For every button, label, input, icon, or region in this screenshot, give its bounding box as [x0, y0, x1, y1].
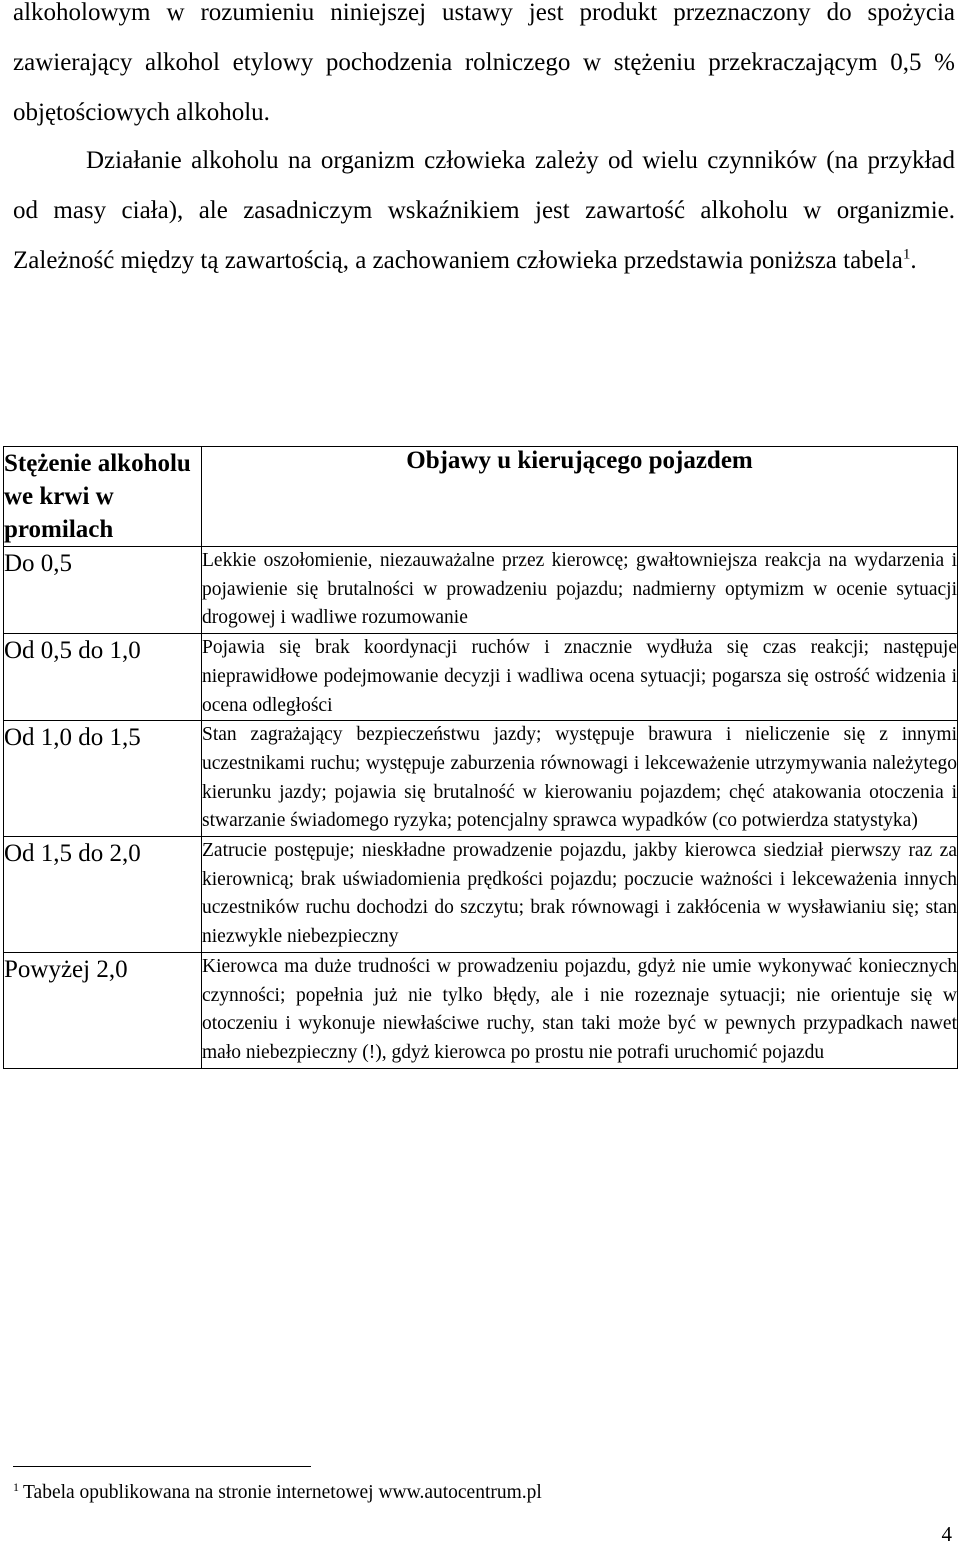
- symptoms-cell: Kierowca ma duże trudności w prowadzeniu pojazdu, gdyż nie umie wykonywać koniecznych czynności; popełnia już nie tylko błędy, ale i nie rozeznaje sytuacji; nie orientuje się w otoczeniu i wykonuje niewłaściwe ruchy, stan taki może być w pewnych przypadkach nawet mało niebezpieczny (!), gdyż kierowca po prostu nie potrafi uruchomić pojazdu: [202, 952, 958, 1068]
- concentration-cell: Powyżej 2,0: [4, 952, 202, 1068]
- page-number: 4: [941, 1522, 952, 1546]
- symptoms-cell: Pojawia się brak koordynacji ruchów i znacznie wydłuża się czas reakcji; następuje nieprawidłowe podejmowanie decyzji i wadliwa ocena sytuacji; pogarsza się ostrość widzenia i ocena odległości: [202, 634, 958, 721]
- table-row: [4, 634, 958, 721]
- header-symptoms: Objawy u kierującego pojazdem: [202, 447, 958, 547]
- symptoms-cell: Stan zagrażający bezpieczeństwu jazdy; występuje brawura i nieliczenie się z innymi uczestnikami ruchu; występuje zaburzenia równowagi i lekceważenie utrzymywania należytego kierunku jazdy; pojawia się brutalność w kierowaniu pojazdem; chęć atakowania otoczenia i stwarzanie świadomego ryzyka; potencjalny sprawca wypadków (co potwierdza statystyka): [202, 721, 958, 837]
- footnote-marker: 1: [13, 1479, 19, 1494]
- alcohol-symptoms-table: [3, 446, 958, 1069]
- paragraph-end: .: [910, 247, 917, 274]
- concentration-cell: Od 1,5 do 2,0: [4, 837, 202, 953]
- footnote-reference: 1: [902, 246, 911, 263]
- paragraph-effects: [13, 136, 955, 286]
- table-row: [4, 547, 958, 634]
- header-concentration: Stężenie alkoholu we krwi w promilach: [4, 447, 202, 547]
- footnote-text: Tabela opublikowana na stronie internetowej www.autocentrum.pl: [23, 1482, 542, 1503]
- paragraph-definition: alkoholowym w rozumieniu niniejszej ustawy jest produkt przeznaczony do spożycia zawierający alkohol etylowy pochodzenia rolniczego w stężeniu przekraczającym 0,5 % objętościowych alkoholu.: [13, 0, 955, 126]
- concentration-cell: Od 0,5 do 1,0: [4, 634, 202, 721]
- paragraph-effects-text: Działanie alkoholu na organizm człowieka zależy od wielu czynników (na przykład od masy ciała), ale zasadniczym wskaźnikiem jest zawartość alkoholu w organizmie. Zależność między tą zawartością, a zachowaniem człowieka przedstawia poniższa tabela: [13, 147, 955, 274]
- symptoms-cell: Lekkie oszołomienie, niezauważalne przez kierowcę; gwałtowniejsza reakcja na wydarzenia i pojawienie się brutalności w prowadzeniu pojazdu; nadmierny optymizm w ocenie sytuacji drogowej i wadliwe rozumowanie: [202, 547, 958, 634]
- symptoms-cell: Zatrucie postępuje; nieskładne prowadzenie pojazdu, jakby kierowca siedział pierwszy raz za kierownicą; brak uświadomienia prędkości pojazdu; poczucie ważności i lekceważenia innych uczestników ruchu dochodzi do szczytu; brak równowagi i zakłócenia w wysławianiu się; stan niezwykle niebezpieczny: [202, 837, 958, 953]
- table-row: [4, 721, 958, 837]
- footnote: [13, 1480, 542, 1506]
- concentration-cell: Do 0,5: [4, 547, 202, 634]
- table-row: [4, 837, 958, 953]
- concentration-cell: Od 1,0 do 1,5: [4, 721, 202, 837]
- footnote-separator: [13, 1466, 311, 1467]
- table-row: [4, 952, 958, 1068]
- table-header-row: [4, 447, 958, 547]
